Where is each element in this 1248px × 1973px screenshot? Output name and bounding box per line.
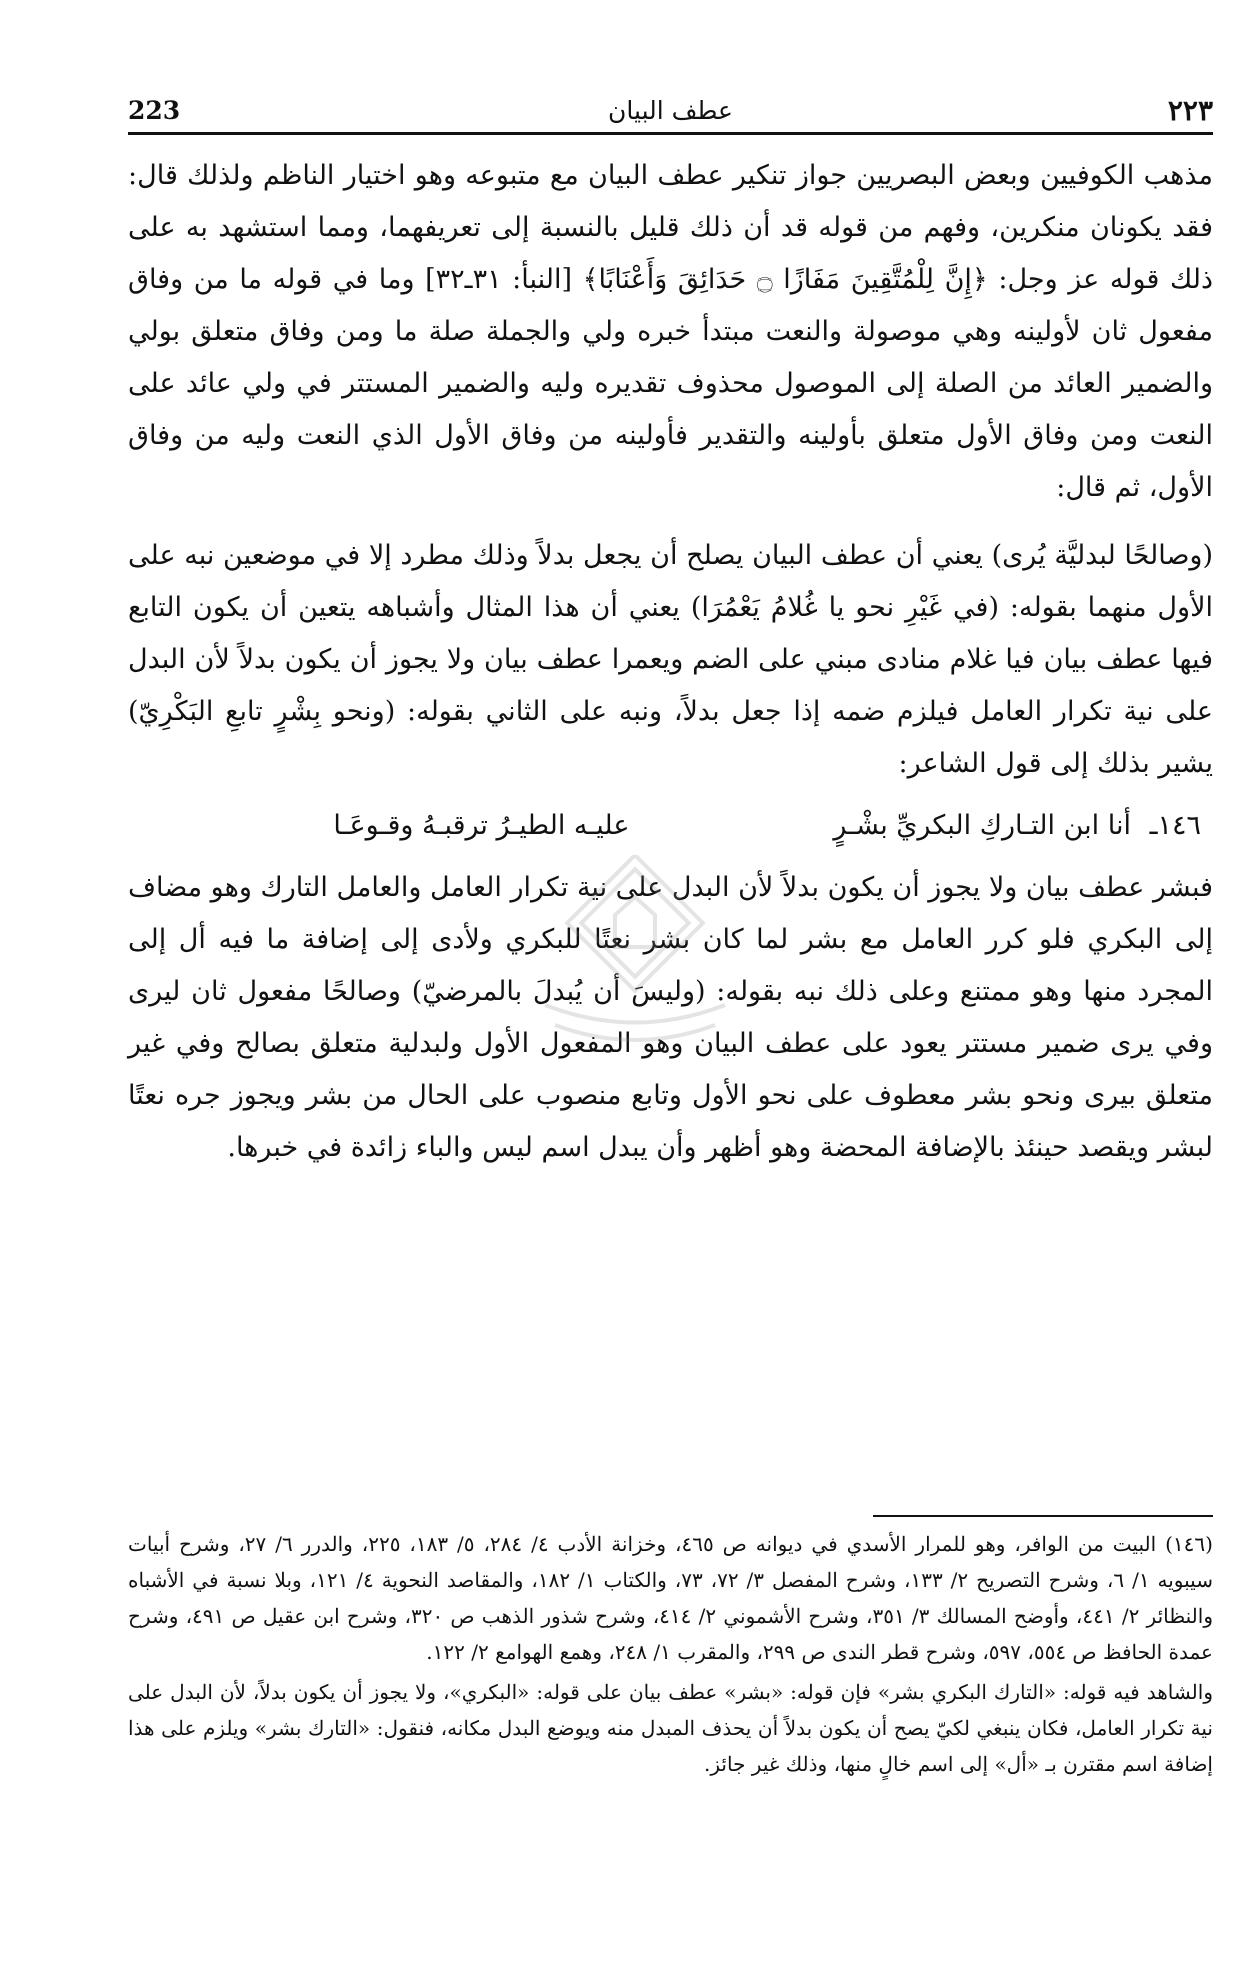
page-number-arabic: ٢٢٣ [1167,94,1213,127]
poetry-verse [128,800,1213,852]
paragraph: مذهب الكوفيين وبعض البصريين جواز تنكير عطف البيان مع متبوعه وهو اختيار الناظم ولذلك قال: فقد يكونان منكرين، وفهم من قوله قد أن ذلك قليل بالنسبة إلى تعريفهما، ومما استشهد به على ذلك قوله عز وجل: ﴿إِنَّ لِلْمُتَّقِينَ مَفَازًا ۝ حَدَائِقَ وَأَعْنَابًا﴾ [النبأ: ٣١ـ٣٢] وما في قوله ما من وفاق مفعول ثان لأولينه وهي موصولة والنعت مبتدأ خبره ولي والجملة صلة ما ومن وفاق متعلق بولي والضمير العائد من الصلة إلى الموصول محذوف تقديره وليه والضمير المستتر في ولي عائد على النعت ومن وفاق الأول متعلق بأولينه والتقدير فأولينه من وفاق الأول الذي النعت وليه من وفاق الأول، ثم قال: [128,160,1213,503]
verse-second-hemistich: عليـه الطيـرُ ترقبـهُ وقـوعَـا [333,810,630,841]
page-number-latin: 223 [128,96,181,125]
footnotes [128,1526,1213,1782]
header-rule [128,132,1213,135]
running-title: عطف البيان [608,96,733,125]
paragraph: (وصالحًا لبدليَّة يُرى) يعني أن عطف البيان يصلح أن يجعل بدلاً وذلك مطرد إلا في موضعين نبه على الأول منهما بقوله: (في غَيْرِ نحو يا غُلامُ يَعْمُرَا) يعني أن هذا المثال وأشباهه يتعين أن يكون التابع فيها عطف بيان فيا غلام منادى مبني على الضم ويعمرا عطف بيان ولا يجوز أن يكون بدلاً لأن البدل على نية تكرار العامل فيلزم ضمه إذا جعل بدلاً، ونبه على الثاني بقوله: (ونحو بِشْرٍ تابعِ البَكْرِيّ) يشير بذلك إلى قول الشاعر: [128,540,1213,779]
paragraph: فبشر عطف بيان ولا يجوز أن يكون بدلاً لأن البدل على نية تكرار العامل والعامل التارك وهو مضاف إلى البكري فلو كرر العامل مع بشر لما كان بشر نعتًا للبكري ولأدى إلى إضافة ما فيه أل إلى المجرد منها وهو ممتنع وعلى ذلك نبه بقوله: (وليسَ أن يُبدلَ بالمرضيّ) وصالحًا مفعول ثان ليرى وفي يرى ضمير مستتر يعود على عطف البيان وهو المفعول الأول ولبدلية متعلق بصالح وفي غير متعلق بيرى ونحو بشر معطوف على نحو الأول وتابع منصوب على الحال من بشر ويجوز جره نعتًا لبشر ويقصد حينئذ بالإضافة المحضة وهو أظهر وأن يبدل اسم ليس والباء زائدة في خبرها. [128,872,1213,1163]
verse-first-hemistich: أنا ابن التـاركِ البكريِّ بشْـرٍ [833,810,1131,841]
page-header [128,92,1213,130]
footnote-separator [873,1515,1213,1517]
footnote: (١٤٦) البيت من الوافر، وهو للمرار الأسدي في ديوانه ص ٤٦٥، وخزانة الأدب ٤/ ٢٨٤، ٥/ ١٨٣، ٢٢٥، والدرر ٦/ ٢٧، وشرح أبيات سيبويه ١/ ٦، وشرح التصريح ٢/ ١٣٣، وشرح المفصل ٣/ ٧٢، ٧٣، والكتاب ١/ ١٨٢، والمقاصد النحوية ٤/ ١٢١، وبلا نسبة في الأشباه والنظائر ٢/ ٤٤١، وأوضح المسالك ٣/ ٣٥١، وشرح الأشموني ٢/ ٤١٤، وشرح شذور الذهب ص ٣٢٠، وشرح ابن عقيل ص ٤٩١، وشرح عمدة الحافظ ص ٥٥٤، ٥٩٧، وشرح قطر الندى ص ٢٩٩، والمقرب ١/ ٢٤٨، وهمع الهوامع ٢/ ١٢٢. [128,1532,1213,1664]
library-stamp-watermark [525,855,745,1055]
footnote: والشاهد فيه قوله: «التارك البكري بشر» فإن قوله: «بشر» عطف بيان على قوله: «البكري»، ولا يجوز أن يكون بدلاً، لأن البدل على نية تكرار العامل، فكان ينبغي لكيّ يصح أن يكون بدلاً أن يحذف المبدل منه ويوضع البدل مكانه، فنقول: «التارك بشر» ويلزم على هذا إضافة اسم مقترن بـ «أل» إلى اسم خالٍ منها، وذلك غير جائز. [128,1680,1213,1776]
verse-number: ١٤٦ـ [1149,810,1201,841]
